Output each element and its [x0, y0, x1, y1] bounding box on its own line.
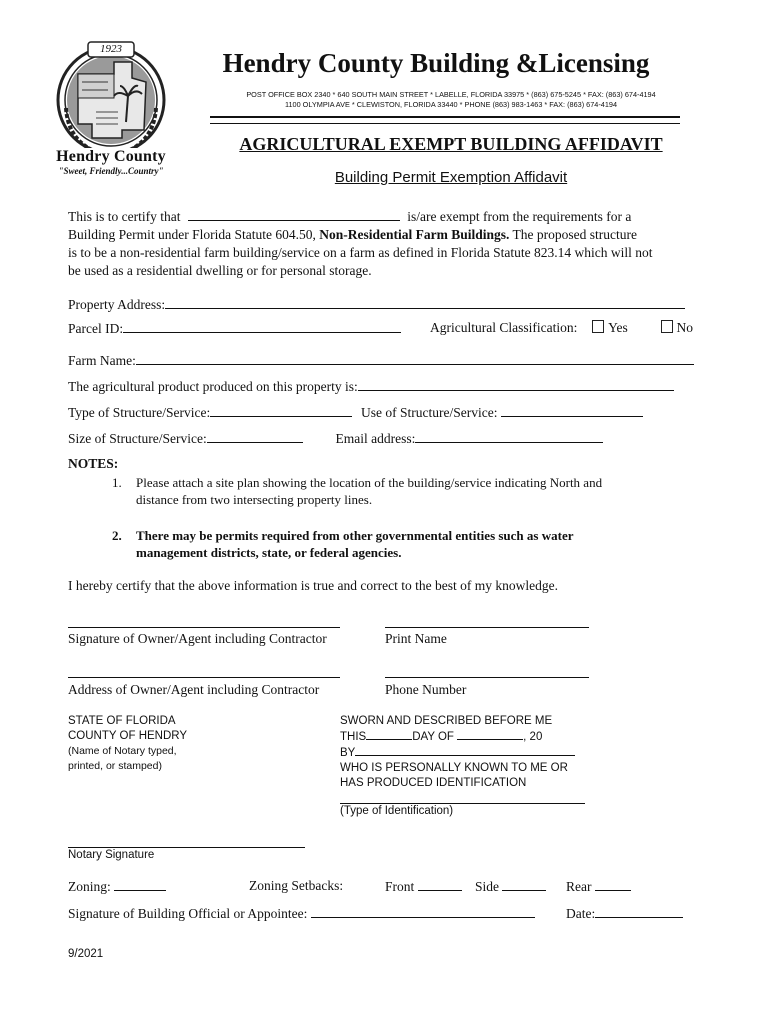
header-rule-thin — [210, 123, 680, 124]
print-name-line[interactable] — [385, 627, 589, 628]
county-seal — [52, 38, 170, 180]
notary-by-field[interactable] — [355, 745, 575, 756]
yes-label: Yes — [608, 320, 628, 335]
farm-name-label: Farm Name: — [68, 353, 136, 368]
phone-number-label: Phone Number — [385, 682, 467, 697]
official-signature-label: Signature of Building Official or Appointee: — [68, 906, 308, 921]
notary-state: STATE OF FLORIDA — [68, 715, 176, 727]
rear-label: Rear — [566, 879, 592, 894]
address-line-1: POST OFFICE BOX 2340 * 640 SOUTH MAIN STREET * LABELLE, FLORIDA 33975 * (863) 675-5245 * FAX: (863) 674-4194 — [246, 90, 656, 99]
notary-county: COUNTY OF HENDRY — [68, 730, 188, 742]
notary-sworn: SWORN AND DESCRIBED BEFORE ME — [340, 715, 553, 727]
type-structure-label: Type of Structure/Service: — [68, 405, 211, 420]
notary-month-field[interactable] — [457, 729, 523, 740]
intro-text-d: The proposed structure — [512, 227, 637, 242]
zoning-row — [68, 878, 166, 895]
certify-name-field[interactable] — [188, 208, 400, 221]
intro-paragraph — [68, 208, 708, 280]
no-label: No — [676, 320, 693, 335]
note-2-number: 2. — [112, 528, 122, 543]
identification-type-line[interactable] — [340, 803, 585, 804]
ag-classification-label: Agricultural Classification: — [430, 320, 578, 335]
type-structure-field[interactable] — [210, 404, 352, 417]
notary-day-field[interactable] — [366, 729, 412, 740]
type-structure-row — [68, 404, 643, 421]
note-2-line-1: There may be permits required from other governmental entities such as water — [136, 528, 574, 543]
side-row — [475, 878, 546, 895]
use-structure-label: Use of Structure/Service: — [361, 405, 498, 420]
farm-name-field[interactable] — [136, 352, 694, 365]
notary-signature-line[interactable] — [68, 847, 305, 848]
notes-heading: NOTES: — [68, 456, 119, 471]
parcel-id-label: Parcel ID: — [68, 321, 124, 336]
rear-row — [566, 878, 631, 895]
notary-name-typed: (Name of Notary typed, — [68, 745, 177, 757]
owner-address-line[interactable] — [68, 677, 340, 678]
zoning-label: Zoning: — [68, 879, 111, 894]
revision-date: 9/2021 — [68, 948, 104, 960]
property-address-row — [68, 296, 685, 313]
address-line-2: 1100 OLYMPIA AVE * CLEWISTON, FLORIDA 33440 * PHONE (863) 983-1463 * FAX: (863) 674-4194 — [284, 100, 618, 109]
print-name-label: Print Name — [385, 631, 447, 646]
owner-signature-label: Signature of Owner/Agent including Contractor — [68, 631, 327, 646]
ag-classification-row — [430, 320, 693, 336]
notary-day-of: DAY OF — [412, 731, 454, 743]
header-rule-thick — [210, 116, 680, 118]
size-structure-label: Size of Structure/Service: — [68, 431, 207, 446]
size-structure-row — [68, 430, 603, 447]
ag-product-field[interactable] — [358, 378, 674, 391]
intro-text-c: Building Permit under Florida Statute 604.50, — [68, 227, 316, 242]
notary-known-1: WHO IS PERSONALLY KNOWN TO ME OR — [340, 762, 568, 774]
intro-text-a: This is to certify that — [68, 209, 181, 224]
note-1-number: 1. — [112, 475, 122, 490]
zoning-field[interactable] — [114, 878, 166, 891]
notary-this: THIS — [340, 731, 367, 743]
side-field[interactable] — [502, 878, 546, 891]
seal-year: 1923 — [100, 43, 122, 55]
official-signature-row — [68, 905, 535, 922]
notary-by: BY — [340, 747, 356, 759]
phone-number-line[interactable] — [385, 677, 589, 678]
front-field[interactable] — [418, 878, 462, 891]
notary-printed: printed, or stamped) — [68, 760, 162, 772]
intro-text-bold: Non-Residential Farm Buildings. — [319, 227, 510, 242]
rear-field[interactable] — [595, 878, 631, 891]
no-checkbox[interactable] — [661, 320, 673, 333]
ag-product-label: The agricultural product produced on this property is: — [68, 379, 358, 394]
official-date-row — [566, 905, 683, 922]
notary-known-2: HAS PRODUCED IDENTIFICATION — [340, 777, 527, 789]
setbacks-label: Zoning Setbacks: — [249, 878, 344, 893]
official-date-field[interactable] — [595, 905, 683, 918]
farm-name-row — [68, 352, 694, 369]
notary-by-row — [340, 745, 575, 761]
note-1-line-1: Please attach a site plan showing the location of the building/service indicating North and — [136, 475, 603, 490]
certify-statement: I hereby certify that the above information is true and correct to the best of my knowledge. — [68, 578, 558, 593]
front-row — [385, 878, 462, 895]
side-label: Side — [475, 879, 500, 894]
yes-checkbox[interactable] — [592, 320, 604, 333]
official-signature-field[interactable] — [311, 905, 535, 918]
email-label: Email address: — [335, 431, 416, 446]
official-date-label: Date: — [566, 906, 596, 921]
owner-signature-line[interactable] — [68, 627, 340, 628]
notary-signature-label: Notary Signature — [68, 849, 155, 861]
property-address-field[interactable] — [165, 296, 685, 309]
intro-line-1 — [68, 208, 708, 226]
front-label: Front — [385, 879, 415, 894]
seal-county-banner — [56, 148, 166, 166]
use-structure-field[interactable] — [501, 404, 643, 417]
notary-left — [68, 714, 187, 774]
email-field[interactable] — [415, 430, 603, 443]
intro-line-3: is to be a non-residential farm building/service on a farm as defined in Florida Statute 823.14 which will not — [68, 245, 653, 260]
parcel-id-row — [68, 320, 401, 337]
owner-address-label: Address of Owner/Agent including Contractor — [68, 682, 320, 697]
notary-date-row — [340, 729, 575, 745]
notary-right — [340, 714, 575, 791]
intro-line-2 — [68, 226, 708, 244]
note-1 — [112, 474, 602, 508]
parcel-id-field[interactable] — [123, 320, 401, 333]
size-structure-field[interactable] — [207, 430, 303, 443]
property-address-label: Property Address: — [68, 297, 166, 312]
note-2 — [112, 527, 573, 561]
identification-type-label: (Type of Identification) — [340, 805, 454, 817]
agency-title: Hendry County Building &Licensing — [222, 48, 650, 78]
setbacks-row — [249, 878, 343, 894]
note-1-line-2: distance from two intersecting property lines. — [136, 492, 373, 507]
note-2-line-2: management districts, state, or federal agencies. — [136, 545, 402, 560]
notary-year: , 20 — [523, 731, 543, 743]
seal-county-name: Hendry County — [56, 148, 166, 165]
form-title: AGRICULTURAL EXEMPT BUILDING AFFIDAVIT — [239, 134, 663, 154]
intro-line-4: be used as a residential dwelling or for personal storage. — [68, 263, 372, 278]
intro-text-b: is/are exempt from the requirements for a — [407, 209, 632, 224]
form-subtitle: Building Permit Exemption Affidavit — [334, 169, 568, 186]
ag-product-row — [68, 378, 674, 395]
seal-motto: "Sweet, Friendly...Country" — [58, 166, 164, 176]
